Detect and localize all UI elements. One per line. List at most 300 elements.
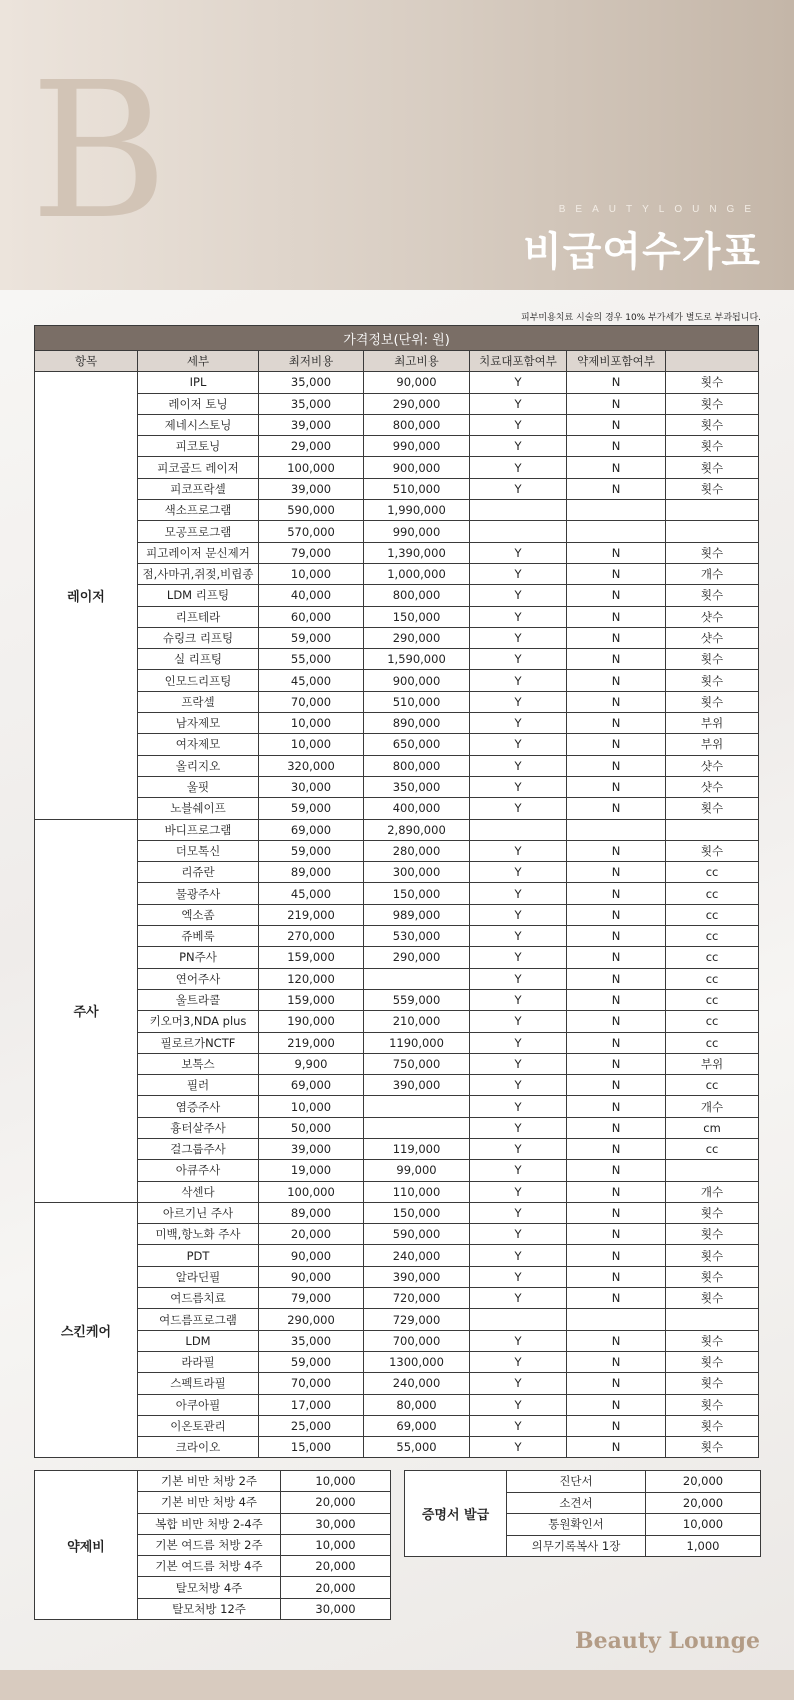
col-header: 세부 bbox=[138, 351, 259, 372]
unit bbox=[666, 500, 759, 521]
table-row bbox=[35, 414, 759, 435]
item-name: 쥬베룩 bbox=[138, 926, 259, 947]
medication-included: N bbox=[567, 734, 666, 755]
fee-price: 30,000 bbox=[281, 1513, 391, 1534]
medication-included: N bbox=[567, 1117, 666, 1138]
item-name: 프락셀 bbox=[138, 691, 259, 712]
min-price: 70,000 bbox=[259, 1373, 364, 1394]
treatment-included: Y bbox=[470, 414, 567, 435]
medication-included: N bbox=[567, 1266, 666, 1287]
max-price: 990,000 bbox=[364, 521, 470, 542]
unit: 횟수 bbox=[666, 436, 759, 457]
table-row bbox=[35, 1330, 759, 1351]
max-price: 720,000 bbox=[364, 1288, 470, 1309]
table-row bbox=[35, 1117, 759, 1138]
medication-included: N bbox=[567, 862, 666, 883]
medication-included: N bbox=[567, 1415, 666, 1436]
min-price: 10,000 bbox=[259, 734, 364, 755]
treatment-included: Y bbox=[470, 862, 567, 883]
table-row bbox=[35, 1011, 759, 1032]
vat-notice: 피부미용치료 시술의 경우 10% 부가세가 별도로 부과됩니다. bbox=[521, 313, 761, 323]
medication-included: N bbox=[567, 436, 666, 457]
max-price: 530,000 bbox=[364, 926, 470, 947]
table-row bbox=[35, 1394, 759, 1415]
item-name: 울트라콜 bbox=[138, 989, 259, 1010]
max-price: 990,000 bbox=[364, 436, 470, 457]
item-name: 리프테라 bbox=[138, 606, 259, 627]
treatment-included: Y bbox=[470, 755, 567, 776]
item-name: 점,사마귀,쥐젖,비립종 bbox=[138, 563, 259, 584]
max-price: 210,000 bbox=[364, 1011, 470, 1032]
min-price: 40,000 bbox=[259, 585, 364, 606]
min-price: 59,000 bbox=[259, 798, 364, 819]
unit: 횟수 bbox=[666, 1373, 759, 1394]
min-price: 89,000 bbox=[259, 862, 364, 883]
max-price bbox=[364, 1117, 470, 1138]
item-name: 리쥬란 bbox=[138, 862, 259, 883]
unit: 횟수 bbox=[666, 649, 759, 670]
medication-included bbox=[567, 819, 666, 840]
table-row bbox=[35, 840, 759, 861]
item-name: 피고레이저 문신제거 bbox=[138, 542, 259, 563]
footer-brand: Beauty Lounge bbox=[575, 1628, 760, 1654]
treatment-included: Y bbox=[470, 713, 567, 734]
fee-price: 20,000 bbox=[281, 1556, 391, 1577]
fee-item: 탈모처방 4주 bbox=[138, 1577, 281, 1598]
table-row bbox=[35, 563, 759, 584]
fee-price: 20,000 bbox=[646, 1492, 761, 1514]
medication-included: N bbox=[567, 989, 666, 1010]
table-row bbox=[35, 968, 759, 989]
item-name: 물광주사 bbox=[138, 883, 259, 904]
table-row bbox=[35, 1138, 759, 1159]
min-price: 70,000 bbox=[259, 691, 364, 712]
medication-included: N bbox=[567, 1011, 666, 1032]
medication-included: N bbox=[567, 713, 666, 734]
fee-item: 소견서 bbox=[507, 1492, 646, 1514]
max-price: 390,000 bbox=[364, 1075, 470, 1096]
table-row bbox=[35, 1032, 759, 1053]
fee-item: 기본 여드름 처방 2주 bbox=[138, 1534, 281, 1555]
fee-item: 의무기록복사 1장 bbox=[507, 1535, 646, 1557]
table-row bbox=[35, 393, 759, 414]
unit bbox=[666, 1160, 759, 1181]
item-name: 흉터살주사 bbox=[138, 1117, 259, 1138]
max-price: 989,000 bbox=[364, 904, 470, 925]
max-price: 800,000 bbox=[364, 755, 470, 776]
table-row bbox=[35, 627, 759, 648]
medication-included: N bbox=[567, 542, 666, 563]
max-price: 300,000 bbox=[364, 862, 470, 883]
item-name: 레이저 토닝 bbox=[138, 393, 259, 414]
fee-item: 복합 비만 처방 2-4주 bbox=[138, 1513, 281, 1534]
item-name: 제네시스토닝 bbox=[138, 414, 259, 435]
min-price: 19,000 bbox=[259, 1160, 364, 1181]
table-row bbox=[35, 1415, 759, 1436]
header-banner bbox=[0, 0, 794, 290]
unit: 횟수 bbox=[666, 1245, 759, 1266]
unit: 횟수 bbox=[666, 542, 759, 563]
min-price: 29,000 bbox=[259, 436, 364, 457]
treatment-included: Y bbox=[470, 1245, 567, 1266]
item-name: 필러 bbox=[138, 1075, 259, 1096]
item-name: 아르기닌 주사 bbox=[138, 1202, 259, 1223]
medication-included: N bbox=[567, 372, 666, 393]
fee-price: 20,000 bbox=[281, 1492, 391, 1513]
max-price: 280,000 bbox=[364, 840, 470, 861]
table-row bbox=[35, 691, 759, 712]
table-row bbox=[35, 734, 759, 755]
max-price: 110,000 bbox=[364, 1181, 470, 1202]
unit: cc bbox=[666, 883, 759, 904]
treatment-included: Y bbox=[470, 1224, 567, 1245]
min-price: 219,000 bbox=[259, 1032, 364, 1053]
item-name: 미백,항노화 주사 bbox=[138, 1224, 259, 1245]
item-name: 걸그룹주사 bbox=[138, 1138, 259, 1159]
unit: cc bbox=[666, 947, 759, 968]
treatment-included: Y bbox=[470, 457, 567, 478]
medication-label: 약제비 bbox=[35, 1471, 138, 1620]
treatment-included: Y bbox=[470, 563, 567, 584]
item-name: 모공프로그램 bbox=[138, 521, 259, 542]
min-price: 35,000 bbox=[259, 372, 364, 393]
max-price: 240,000 bbox=[364, 1245, 470, 1266]
unit: 횟수 bbox=[666, 691, 759, 712]
min-price: 35,000 bbox=[259, 393, 364, 414]
unit: 횟수 bbox=[666, 585, 759, 606]
medication-included: N bbox=[567, 606, 666, 627]
min-price: 45,000 bbox=[259, 670, 364, 691]
min-price: 35,000 bbox=[259, 1330, 364, 1351]
treatment-included: Y bbox=[470, 776, 567, 797]
medication-included: N bbox=[567, 904, 666, 925]
min-price: 59,000 bbox=[259, 1351, 364, 1372]
treatment-included: Y bbox=[470, 1351, 567, 1372]
min-price: 39,000 bbox=[259, 414, 364, 435]
max-price: 119,000 bbox=[364, 1138, 470, 1159]
item-name: 엑소좀 bbox=[138, 904, 259, 925]
min-price: 100,000 bbox=[259, 1181, 364, 1202]
unit: 횟수 bbox=[666, 840, 759, 861]
max-price: 890,000 bbox=[364, 713, 470, 734]
unit: 횟수 bbox=[666, 798, 759, 819]
table-row bbox=[35, 1181, 759, 1202]
unit: 횟수 bbox=[666, 1288, 759, 1309]
unit: cc bbox=[666, 862, 759, 883]
table-row bbox=[405, 1471, 761, 1493]
max-price: 559,000 bbox=[364, 989, 470, 1010]
unit bbox=[666, 521, 759, 542]
treatment-included: Y bbox=[470, 670, 567, 691]
item-name: 키오머3,NDA plus bbox=[138, 1011, 259, 1032]
min-price: 39,000 bbox=[259, 478, 364, 499]
medication-included: N bbox=[567, 1096, 666, 1117]
item-name: 필로르가NCTF bbox=[138, 1032, 259, 1053]
category-label: 주사 bbox=[35, 819, 138, 1202]
fee-price: 30,000 bbox=[281, 1598, 391, 1619]
price-table bbox=[34, 325, 759, 1458]
item-name: IPL bbox=[138, 372, 259, 393]
min-price: 17,000 bbox=[259, 1394, 364, 1415]
medication-included bbox=[567, 521, 666, 542]
category-label: 레이저 bbox=[35, 372, 138, 819]
table-row bbox=[35, 819, 759, 840]
item-name: LDM bbox=[138, 1330, 259, 1351]
unit: 횟수 bbox=[666, 1202, 759, 1223]
table-row bbox=[35, 798, 759, 819]
fee-item: 진단서 bbox=[507, 1471, 646, 1493]
treatment-included: Y bbox=[470, 883, 567, 904]
min-price: 79,000 bbox=[259, 1288, 364, 1309]
medication-included bbox=[567, 1309, 666, 1330]
unit: 횟수 bbox=[666, 1351, 759, 1372]
fee-item: 탈모처방 12주 bbox=[138, 1598, 281, 1619]
table-row bbox=[35, 1437, 759, 1458]
table-row bbox=[35, 372, 759, 393]
table-row bbox=[35, 1202, 759, 1223]
unit: 개수 bbox=[666, 563, 759, 584]
col-header: 최저비용 bbox=[259, 351, 364, 372]
medication-fee-table bbox=[34, 1470, 391, 1620]
table-row bbox=[35, 1351, 759, 1372]
medication-included: N bbox=[567, 1181, 666, 1202]
item-name: 스펙트라필 bbox=[138, 1373, 259, 1394]
table-row bbox=[35, 436, 759, 457]
item-name: LDM 리프팅 bbox=[138, 585, 259, 606]
treatment-included: Y bbox=[470, 1394, 567, 1415]
treatment-included: Y bbox=[470, 606, 567, 627]
treatment-included: Y bbox=[470, 968, 567, 989]
unit: cc bbox=[666, 1138, 759, 1159]
item-name: 보톡스 bbox=[138, 1053, 259, 1074]
table-row bbox=[35, 713, 759, 734]
item-name: 색소프로그램 bbox=[138, 500, 259, 521]
treatment-included: Y bbox=[470, 1437, 567, 1458]
treatment-included: Y bbox=[470, 904, 567, 925]
min-price: 570,000 bbox=[259, 521, 364, 542]
min-price: 9,900 bbox=[259, 1053, 364, 1074]
treatment-included: Y bbox=[470, 840, 567, 861]
fee-price: 20,000 bbox=[281, 1577, 391, 1598]
medication-included: N bbox=[567, 1437, 666, 1458]
treatment-included: Y bbox=[470, 1053, 567, 1074]
col-header: 치료대포함여부 bbox=[470, 351, 567, 372]
item-name: 아쿠아필 bbox=[138, 1394, 259, 1415]
min-price: 100,000 bbox=[259, 457, 364, 478]
unit: 부위 bbox=[666, 1053, 759, 1074]
unit: 횟수 bbox=[666, 1394, 759, 1415]
table-row bbox=[35, 1373, 759, 1394]
unit: 횟수 bbox=[666, 1266, 759, 1287]
min-price: 90,000 bbox=[259, 1245, 364, 1266]
table-row bbox=[35, 1245, 759, 1266]
treatment-included: Y bbox=[470, 1415, 567, 1436]
table-row bbox=[35, 926, 759, 947]
table-row bbox=[35, 585, 759, 606]
min-price: 190,000 bbox=[259, 1011, 364, 1032]
max-price: 1190,000 bbox=[364, 1032, 470, 1053]
min-price: 159,000 bbox=[259, 947, 364, 968]
unit: 횟수 bbox=[666, 414, 759, 435]
medication-included: N bbox=[567, 1202, 666, 1223]
unit: 횟수 bbox=[666, 372, 759, 393]
max-price: 650,000 bbox=[364, 734, 470, 755]
medication-included: N bbox=[567, 1160, 666, 1181]
medication-included: N bbox=[567, 1288, 666, 1309]
unit bbox=[666, 819, 759, 840]
max-price: 290,000 bbox=[364, 627, 470, 648]
medication-included: N bbox=[567, 840, 666, 861]
medication-included: N bbox=[567, 755, 666, 776]
min-price: 320,000 bbox=[259, 755, 364, 776]
medication-included: N bbox=[567, 968, 666, 989]
medication-included: N bbox=[567, 1330, 666, 1351]
min-price: 10,000 bbox=[259, 1096, 364, 1117]
unit: 횟수 bbox=[666, 1415, 759, 1436]
unit: 횟수 bbox=[666, 478, 759, 499]
medication-included: N bbox=[567, 478, 666, 499]
unit: cc bbox=[666, 989, 759, 1010]
treatment-included: Y bbox=[470, 1266, 567, 1287]
treatment-included: Y bbox=[470, 627, 567, 648]
table-row bbox=[35, 989, 759, 1010]
max-price: 1,000,000 bbox=[364, 563, 470, 584]
medication-included: N bbox=[567, 776, 666, 797]
treatment-included: Y bbox=[470, 1138, 567, 1159]
item-name: 이온토관리 bbox=[138, 1415, 259, 1436]
max-price: 1,990,000 bbox=[364, 500, 470, 521]
footer-strip bbox=[0, 1670, 794, 1700]
treatment-included: Y bbox=[470, 478, 567, 499]
min-price: 89,000 bbox=[259, 1202, 364, 1223]
treatment-included: Y bbox=[470, 1117, 567, 1138]
max-price: 800,000 bbox=[364, 414, 470, 435]
max-price: 150,000 bbox=[364, 883, 470, 904]
max-price: 729,000 bbox=[364, 1309, 470, 1330]
item-name: 피코토닝 bbox=[138, 436, 259, 457]
min-price: 50,000 bbox=[259, 1117, 364, 1138]
unit: 횟수 bbox=[666, 670, 759, 691]
unit: cm bbox=[666, 1117, 759, 1138]
max-price: 900,000 bbox=[364, 457, 470, 478]
fee-price: 1,000 bbox=[646, 1535, 761, 1557]
item-name: 실 리프팅 bbox=[138, 649, 259, 670]
min-price: 55,000 bbox=[259, 649, 364, 670]
max-price: 1,390,000 bbox=[364, 542, 470, 563]
medication-included: N bbox=[567, 649, 666, 670]
unit: 개수 bbox=[666, 1181, 759, 1202]
category-label: 스킨케어 bbox=[35, 1202, 138, 1458]
max-price: 400,000 bbox=[364, 798, 470, 819]
min-price: 20,000 bbox=[259, 1224, 364, 1245]
table-row bbox=[35, 1288, 759, 1309]
certificate-fee-table bbox=[404, 1470, 761, 1557]
medication-included: N bbox=[567, 585, 666, 606]
fee-price: 20,000 bbox=[646, 1471, 761, 1493]
medication-included: N bbox=[567, 1245, 666, 1266]
max-price: 290,000 bbox=[364, 947, 470, 968]
treatment-included: Y bbox=[470, 926, 567, 947]
min-price: 69,000 bbox=[259, 1075, 364, 1096]
unit: cc bbox=[666, 1075, 759, 1096]
treatment-included: Y bbox=[470, 1096, 567, 1117]
fee-price: 10,000 bbox=[281, 1471, 391, 1492]
col-header: 항목 bbox=[35, 351, 138, 372]
max-price: 290,000 bbox=[364, 393, 470, 414]
table-row bbox=[35, 1053, 759, 1074]
min-price: 79,000 bbox=[259, 542, 364, 563]
table-row bbox=[35, 521, 759, 542]
unit: 횟수 bbox=[666, 1224, 759, 1245]
unit: 부위 bbox=[666, 713, 759, 734]
item-name: 여자제모 bbox=[138, 734, 259, 755]
fee-item: 기본 여드름 처방 4주 bbox=[138, 1556, 281, 1577]
table-header-row bbox=[35, 351, 759, 372]
treatment-included: Y bbox=[470, 393, 567, 414]
max-price: 350,000 bbox=[364, 776, 470, 797]
unit: 횟수 bbox=[666, 457, 759, 478]
treatment-included: Y bbox=[470, 1202, 567, 1223]
table-row bbox=[35, 904, 759, 925]
min-price: 30,000 bbox=[259, 776, 364, 797]
table-row bbox=[35, 1309, 759, 1330]
max-price: 390,000 bbox=[364, 1266, 470, 1287]
max-price: 1,590,000 bbox=[364, 649, 470, 670]
treatment-included: Y bbox=[470, 798, 567, 819]
table-row bbox=[35, 500, 759, 521]
max-price: 150,000 bbox=[364, 1202, 470, 1223]
medication-included bbox=[567, 500, 666, 521]
treatment-included: Y bbox=[470, 947, 567, 968]
table-row bbox=[35, 1075, 759, 1096]
item-name: 라라필 bbox=[138, 1351, 259, 1372]
table-row bbox=[35, 1224, 759, 1245]
treatment-included: Y bbox=[470, 372, 567, 393]
max-price: 900,000 bbox=[364, 670, 470, 691]
medication-included: N bbox=[567, 670, 666, 691]
medication-included: N bbox=[567, 563, 666, 584]
item-name: 더모톡신 bbox=[138, 840, 259, 861]
max-price: 700,000 bbox=[364, 1330, 470, 1351]
min-price: 10,000 bbox=[259, 713, 364, 734]
medication-included: N bbox=[567, 1075, 666, 1096]
min-price: 270,000 bbox=[259, 926, 364, 947]
max-price: 510,000 bbox=[364, 478, 470, 499]
treatment-included: Y bbox=[470, 1011, 567, 1032]
brand-tagline: BEAUTYLOUNGE bbox=[558, 204, 761, 215]
item-name: 인모드리프팅 bbox=[138, 670, 259, 691]
item-name: 아큐주사 bbox=[138, 1160, 259, 1181]
table-row bbox=[35, 542, 759, 563]
unit: 샷수 bbox=[666, 755, 759, 776]
col-header bbox=[666, 351, 759, 372]
min-price: 590,000 bbox=[259, 500, 364, 521]
table-row bbox=[35, 1471, 391, 1492]
medication-included: N bbox=[567, 1351, 666, 1372]
fee-price: 10,000 bbox=[646, 1514, 761, 1536]
max-price: 69,000 bbox=[364, 1415, 470, 1436]
unit: 샷수 bbox=[666, 606, 759, 627]
item-name: 여드름프로그램 bbox=[138, 1309, 259, 1330]
treatment-included: Y bbox=[470, 585, 567, 606]
unit: cc bbox=[666, 968, 759, 989]
unit: 샷수 bbox=[666, 627, 759, 648]
table-row bbox=[35, 755, 759, 776]
max-price: 750,000 bbox=[364, 1053, 470, 1074]
table-row bbox=[35, 862, 759, 883]
unit: 횟수 bbox=[666, 1437, 759, 1458]
max-price bbox=[364, 968, 470, 989]
